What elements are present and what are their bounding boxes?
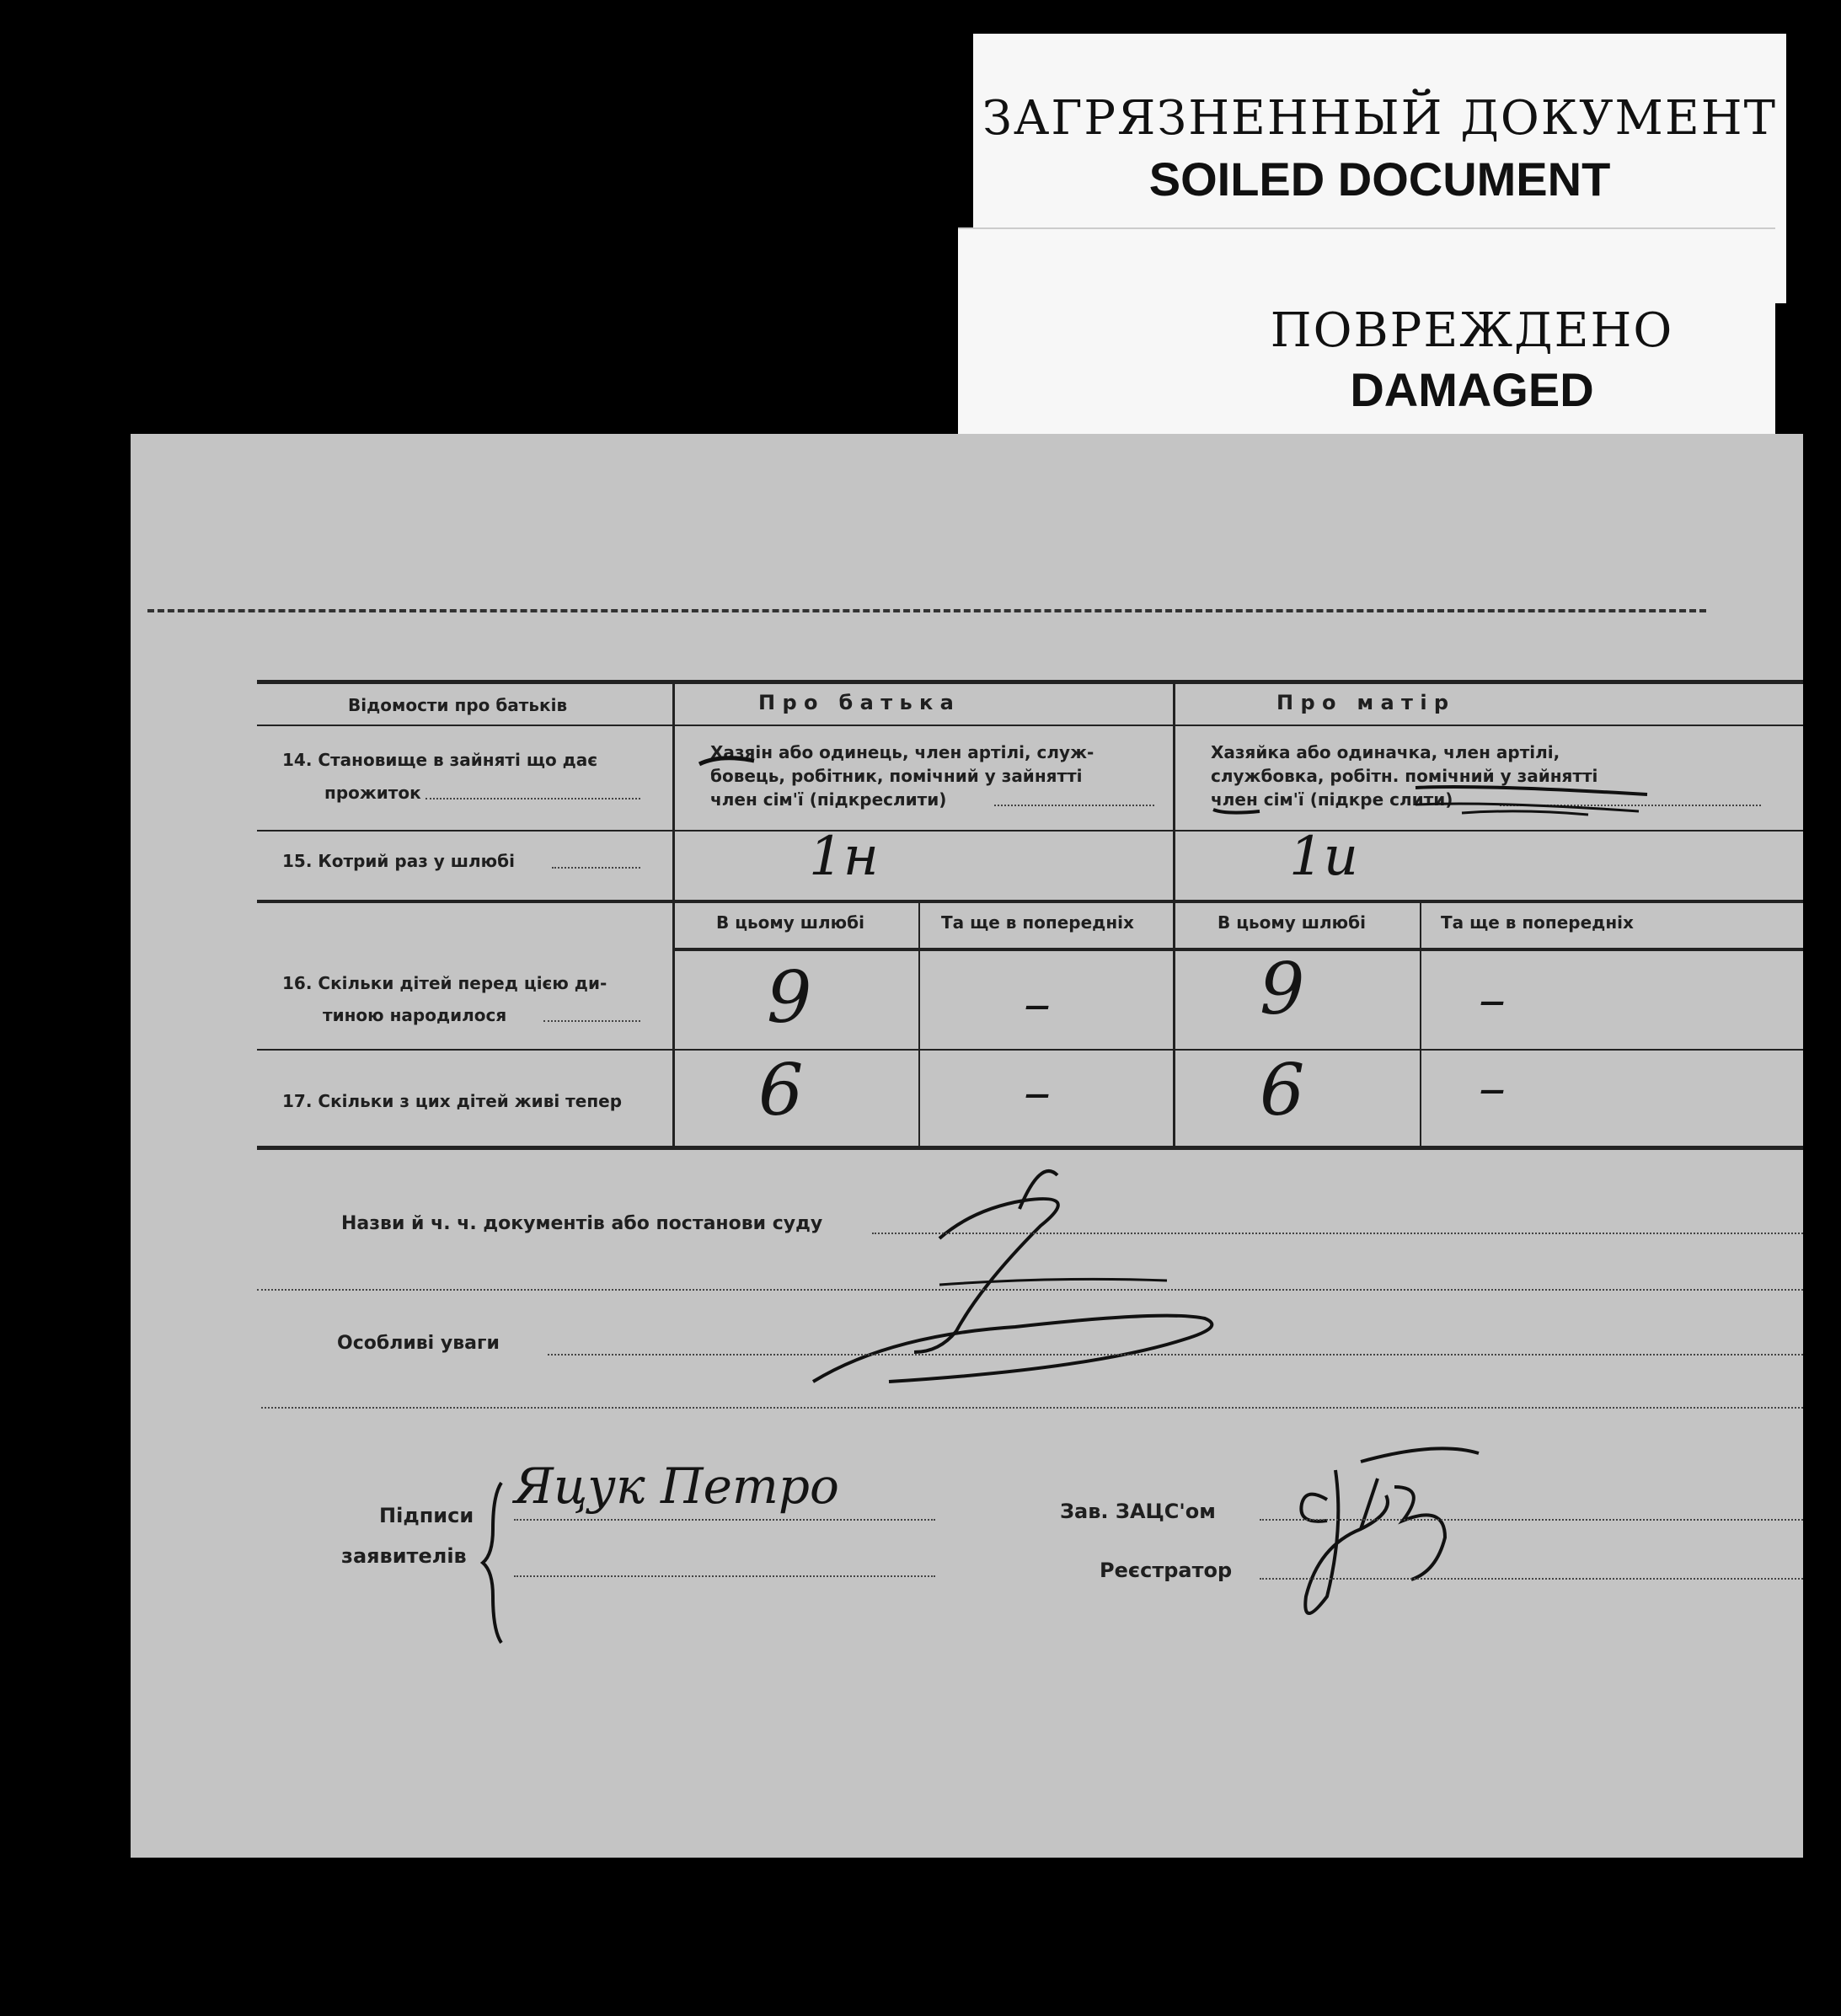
sub-prev-father: Та ще в попередніх xyxy=(941,912,1134,933)
row15-mother-value: 1и xyxy=(1289,826,1358,888)
row17-label: 17. Скільки з цих дітей живі тепер xyxy=(282,1091,623,1111)
row15-father-value: 1н xyxy=(809,826,879,888)
damaged-label-en: DAMAGED xyxy=(1350,363,1594,416)
applicants-label-2: заявителів xyxy=(341,1544,467,1568)
sub-prev-mother: Та ще в попередніх xyxy=(1441,912,1634,933)
row16-father-this: 9 xyxy=(767,956,812,1039)
head-sign-line xyxy=(1260,1519,1803,1521)
head-label: Зав. ЗАЦС'ом xyxy=(1060,1500,1216,1523)
row16-label-1: 16. Скільки дітей перед цією ди- xyxy=(282,973,607,993)
soiled-label-ru: ЗАГРЯЗНЕННЫЙ ДОКУМЕНТ xyxy=(982,91,1777,146)
soiled-label-en: SOILED DOCUMENT xyxy=(1148,152,1611,206)
header-mother: П р о м а т і р xyxy=(1276,691,1449,714)
row14-label-2: прожиток xyxy=(324,783,421,803)
damaged-label-ru: ПОВРЕЖДЕНО xyxy=(1270,303,1674,358)
row14-father-1: Хазяін або одинець, член артілі, служ- xyxy=(710,742,1094,762)
handwritten-marks xyxy=(131,434,1803,1858)
applicant-sign-line-1 xyxy=(514,1519,935,1521)
documents-label: Назви й ч. ч. документів або постанови суду xyxy=(341,1213,823,1234)
row14-father-3: член сім'ї (підкреслити) xyxy=(710,789,947,810)
row17-father-this: 6 xyxy=(758,1049,804,1131)
registrar-label: Реєстратор xyxy=(1100,1559,1233,1582)
row17-mother-prev: – xyxy=(1479,1057,1506,1120)
notes-label: Особливі уваги xyxy=(337,1333,500,1354)
registrar-sign-line xyxy=(1260,1578,1803,1580)
notes-line-1 xyxy=(548,1354,1803,1356)
documents-line-2 xyxy=(257,1289,1803,1291)
header-info: Відомости про батьків xyxy=(348,695,568,715)
form-page xyxy=(131,434,1803,1858)
applicants-label-1: Підписи xyxy=(379,1504,474,1527)
row16-label-2: тиною народилося xyxy=(323,1005,507,1025)
applicant-signature: Яцук Петро xyxy=(514,1457,839,1515)
applicant-sign-line-2 xyxy=(514,1575,935,1577)
sub-this-mother: В цьому шлюбі xyxy=(1218,912,1366,933)
documents-line-1 xyxy=(872,1233,1803,1234)
notes-line-2 xyxy=(261,1407,1803,1409)
row14-label-1: 14. Становище в зайняті що дає xyxy=(282,750,598,770)
row14-mother-2: службовка, робітн. помічний у зайнятті xyxy=(1211,766,1598,786)
row17-mother-this: 6 xyxy=(1260,1049,1305,1131)
row15-label: 15. Котрий раз у шлюбі xyxy=(282,851,515,871)
header-father: П р о б а т ь к а xyxy=(758,691,954,714)
row16-mother-this: 9 xyxy=(1260,948,1305,1030)
row14-mother-3: член сім'ї (підкре слити) xyxy=(1211,789,1453,810)
sub-this-father: В цьому шлюбі xyxy=(716,912,864,933)
row16-mother-prev: – xyxy=(1479,969,1506,1031)
row14-mother-1: Хазяйка або одиначка, член артілі, xyxy=(1211,742,1560,762)
row14-father-2: бовець, робітник, помічний у зайнятті xyxy=(710,766,1083,786)
row16-father-prev: – xyxy=(1024,973,1051,1035)
row17-father-prev: – xyxy=(1024,1061,1051,1124)
